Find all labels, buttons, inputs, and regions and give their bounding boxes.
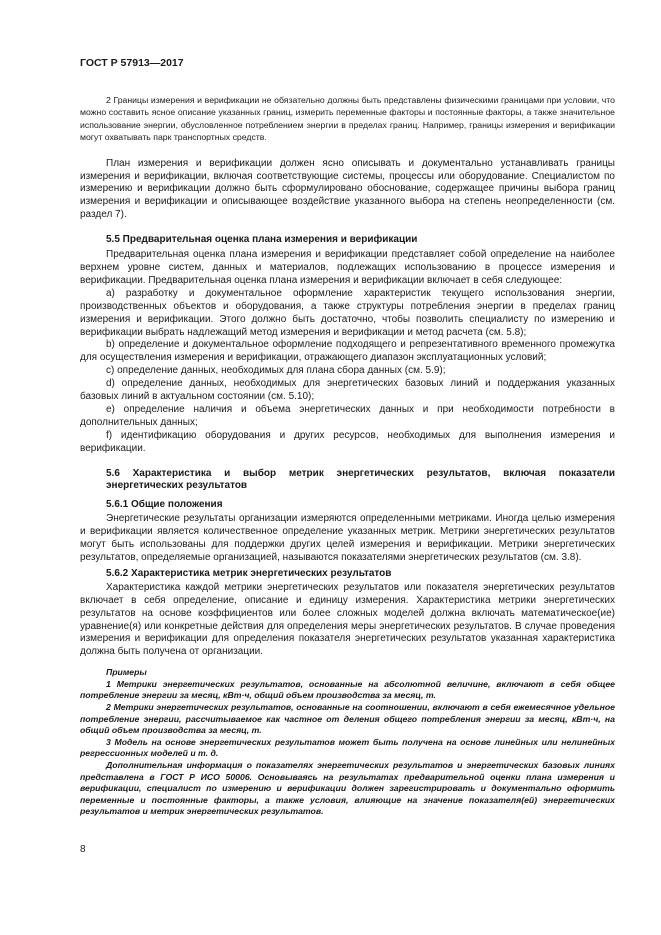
example-item-1: 1 Метрики энергетических результатов, основанные на абсолютной величине, включают в себя общее потребление энергии за месяц, кВт·ч, общий объем производства за месяц, т.: [80, 678, 615, 701]
list-item-c: c) определение данных, необходимых для плана сбора данных (см. 5.9);: [106, 365, 446, 377]
section-5-5-intro: Предварительная оценка плана измерения и верификации представляет собой определение на наиболее верхнем уровне систем, данных и материалов, подлежащих использованию в процессе измерения и верификации. Предварительная оценка плана измерения и верификации включает в себя следующее:: [80, 249, 615, 286]
examples-block: [80, 667, 615, 818]
section-5-5-title: 5.5 Предварительная оценка плана измерения и верификации: [106, 234, 418, 246]
list-item-a: a) разработку и документальное оформление характеристик текущего использования энергии, производственных объектов и оборудования, а также структуры потребления энергии в пределах границ измерения и верификации. Этого должно быть достаточно, чтобы позволить специалисту по измерению и верификации выбрать надлежащий метод измерения и верификации и метод расчета (см. 5.8);: [80, 287, 615, 338]
example-item-3: 3 Модель на основе энергетических результатов может быть получена на основе линейных или нелинейных регрессионных моделей и т. д.: [80, 736, 615, 759]
section-5-6-1-text: Энергетические результаты организации измеряются определенными метриками. Иногда целью измерения и верификации является количественное определение указанных метрик. Метрики энергетических результатов могут быть использованы для поддержки других целей измерения и верификации. Метрики энергетических результатов, определяемые организацией, называются показателями энергетических результатов (см. 3.8).: [80, 513, 615, 563]
section-5-6-2-text: Характеристика каждой метрики энергетических результатов или показателя энергетических результатов включает в себя определение, описание и единицу измерения. Характеристика метрики энергетических результатов на основе коэффициентов или более сложных моделей должна включать математическое(ие) уравнение(я) или конкретные действия для определения меры энергетических результатов. В случае проведения измерения и верификации для определения показателя энергетических результатов указанная характеристика должна быть получена от организации.: [80, 581, 615, 658]
additional-info: Дополнительная информация о показателях энергетических результатов и энергетических базовых линиях представлена в ГОСТ Р ИСО 50006. Основываясь на результатах предварительной оценки плана измерения и верификации, специалист по измерению и верификации должен зарегистрировать и документально оформить переменные и постоянные факторы, а также условия, влияющие на значение показателя(ей) энергетических результатов и метрик энергетических результатов.: [80, 760, 615, 817]
examples-title: Примеры: [106, 667, 147, 678]
list-item-e: e) определение наличия и объема энергетических данных и при необходимости потребности в дополнительных данных;: [80, 403, 615, 428]
section-5-6-1-title: 5.6.1 Общие положения: [106, 499, 223, 511]
section-5-6-2-title: 5.6.2 Характеристика метрик энергетических результатов: [106, 567, 392, 579]
example-item-2: 2 Метрики энергетических результатов, основанные на соотношении, включают в себя ежемесячное удельное потребление энергии, рассчитываемое как частное от деления общего потребления энергии за месяц, кВт·ч, на общий объем производства за месяц, т.: [80, 702, 615, 736]
section-5-6-title: 5.6 Характеристика и выбор метрик энергетических результатов, включая показатели энергетических результатов: [106, 467, 615, 492]
page-number: 8: [80, 844, 86, 855]
plan-paragraph: План измерения и верификации должен ясно описывать и документально устанавливать границы измерения и верификации, включая соответствующие системы, процессы или оборудование. Специалистом по измерению и верификации должно быть сформулировано обоснование, содержащее причины выбора границ измерения и верификации и описывающее воздействие указанного выбора на степень неопределенности (см. раздел 7).: [80, 157, 615, 221]
list-item-b: b) определение и документальное оформление подходящего и репрезентативного временного промежутка для осуществления измерения и верификации, отражающего диапазон эксплуатационных условий;: [80, 339, 615, 364]
list-item-d: d) определение данных, необходимых для энергетических базовых линий и поддержания указанных базовых линий в актуальном состоянии (см. 5.10);: [80, 378, 615, 403]
list-item-f: f) идентификацию оборудования и других ресурсов, необходимых для выполнения измерения и верификации.: [80, 429, 615, 454]
note-paragraph: 2 Границы измерения и верификации не обязательно должны быть представлены физическими границами при условии, что можно составить ясное описание указанных границ, измерить переменные факторы и постоянные факторы, а также значительное использование энергии, обусловленное потреблением энергии в пределах границ. Например, границы измерения и верификации могут охватывать парк транспортных средств.: [80, 95, 615, 143]
document-body: [80, 94, 615, 818]
document-header: ГОСТ Р 57913—2017: [80, 57, 184, 69]
